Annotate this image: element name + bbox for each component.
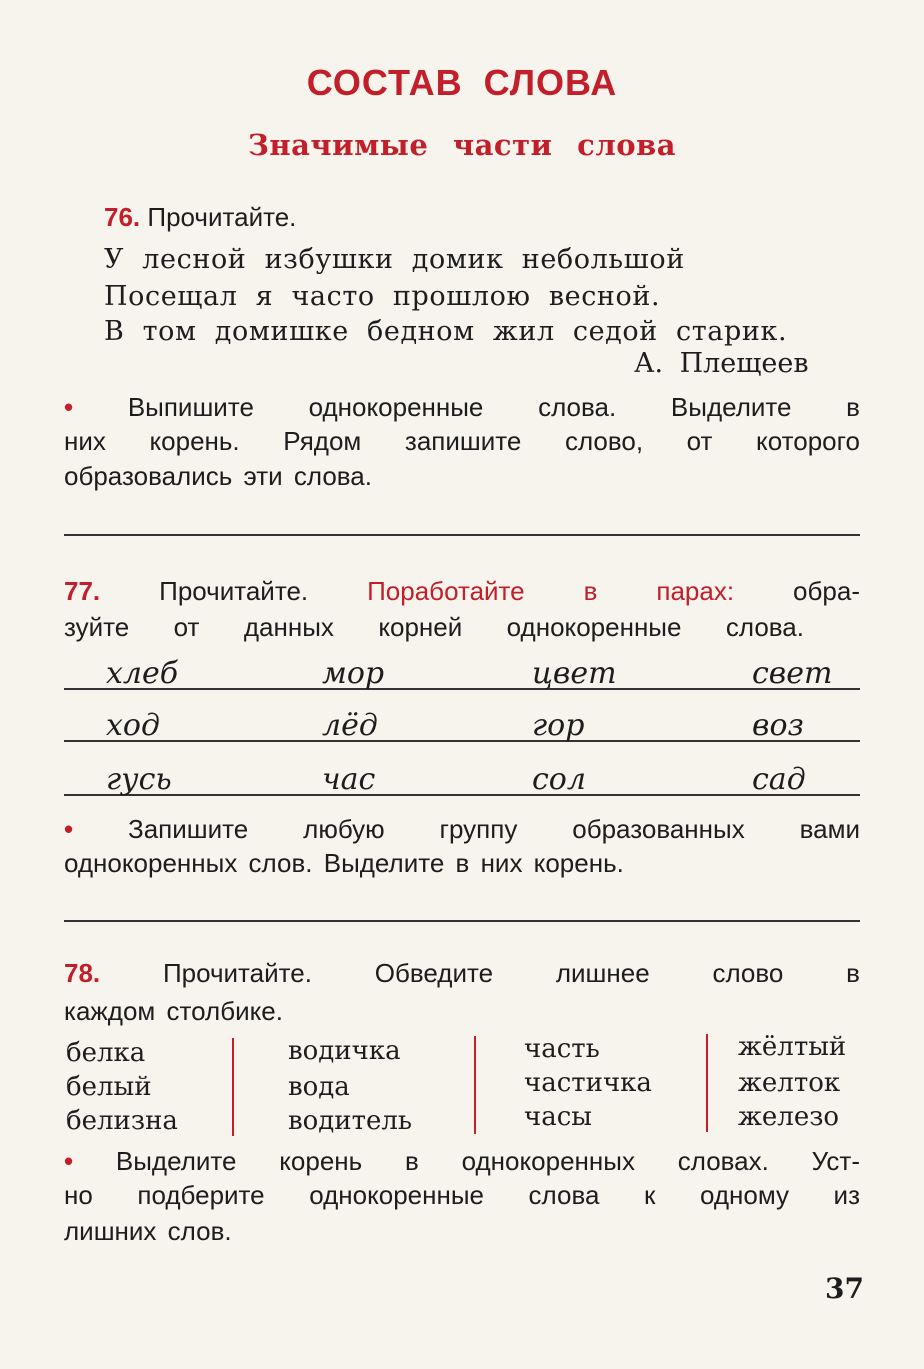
pair-work-note: Поработайте в парах:: [367, 576, 735, 606]
exercise-78-task-line-2: но подберите однокоренные слова к одному из: [64, 1180, 860, 1210]
column-word[interactable]: белка: [66, 1038, 146, 1068]
exercise-77-line-2: зуйте от данных корней однокоренные слова.: [64, 612, 804, 642]
poem-line-3: В том домишке бедном жил седой старик.: [104, 316, 788, 347]
exercise-78-line-1: Прочитайте. Обведите лишнее слово в: [162, 958, 860, 988]
section-subtitle: Значимые части слова: [247, 128, 677, 162]
root-word: воз: [752, 708, 804, 743]
column-word[interactable]: железо: [738, 1102, 840, 1132]
exercise-76-task-line-3: образовались эти слова.: [64, 461, 372, 491]
column-word[interactable]: белизна: [66, 1106, 178, 1136]
root-word: хлеб: [106, 656, 179, 691]
exercise-76-number: 76.: [104, 202, 141, 232]
exercise-78-task-line-3: лишних слов.: [64, 1216, 232, 1246]
exercise-77-task-line-1: [64, 814, 860, 845]
exercise-78-line-2: каждом столбике.: [64, 996, 283, 1026]
column-word[interactable]: желток: [738, 1068, 841, 1098]
column-word[interactable]: вода: [288, 1072, 350, 1102]
root-word: свет: [752, 656, 833, 691]
root-word: гор: [532, 708, 585, 743]
exercise-77-header: [64, 576, 860, 607]
root-word: сол: [532, 762, 586, 797]
poem-line-1: У лесной избушки домик небольшой: [104, 244, 685, 275]
root-word: ход: [106, 708, 160, 743]
page-number: 37: [825, 1272, 864, 1305]
root-word: сад: [752, 762, 806, 797]
column-divider: [706, 1034, 708, 1132]
writing-line-1[interactable]: [64, 688, 860, 690]
exercise-78-number: 78.: [64, 958, 101, 988]
root-word: лёд: [322, 708, 378, 743]
column-divider: [474, 1036, 476, 1134]
writing-line-2[interactable]: [64, 740, 860, 742]
bullet-icon: •: [64, 392, 74, 422]
writing-line-3[interactable]: [64, 794, 860, 796]
page-title: СОСТАВ СЛОВА: [306, 62, 618, 103]
exercise-76-instruction: Прочитайте.: [147, 202, 297, 232]
exercise-77-number: 77.: [64, 576, 101, 606]
column-word[interactable]: часы: [524, 1102, 592, 1132]
exercise-77-line1-end: обра-: [793, 576, 860, 606]
column-word[interactable]: белый: [66, 1072, 152, 1102]
bullet-icon: •: [64, 814, 74, 844]
exercise-77-instruction: Прочитайте.: [159, 576, 309, 606]
exercise-78-header: [64, 958, 860, 989]
column-word[interactable]: водитель: [288, 1106, 413, 1136]
answer-line-77[interactable]: [64, 920, 860, 922]
exercise-76-task-line-1: [64, 392, 860, 423]
root-word: мор: [322, 656, 385, 691]
column-word[interactable]: жёлтый: [738, 1032, 847, 1062]
poem-line-2: Посещал я часто прошлою весной.: [104, 281, 661, 312]
column-word[interactable]: часть: [524, 1034, 600, 1064]
poem-author: А. Плещеев: [634, 348, 809, 379]
exercise-78-task-line-1: [64, 1146, 860, 1177]
root-word: цвет: [532, 656, 617, 691]
exercise-76-header: [104, 202, 296, 233]
task-text: Выпишите однокоренные слова. Выделите в: [127, 392, 860, 422]
task-text: Запишите любую группу образованных вами: [128, 814, 860, 844]
bullet-icon: •: [64, 1146, 74, 1176]
exercise-77-task-line-2: однокоренных слов. Выделите в них корень.: [64, 848, 624, 878]
column-word[interactable]: водичка: [288, 1036, 401, 1066]
column-word[interactable]: частичка: [524, 1068, 652, 1098]
column-divider: [232, 1038, 234, 1136]
answer-line-76[interactable]: [64, 534, 860, 536]
root-word: гусь: [106, 762, 172, 797]
root-word: час: [322, 762, 376, 797]
task-text: Выделите корень в однокоренных словах. Уст-: [115, 1146, 860, 1176]
exercise-76-task-line-2: них корень. Рядом запишите слово, от которого: [64, 426, 860, 456]
